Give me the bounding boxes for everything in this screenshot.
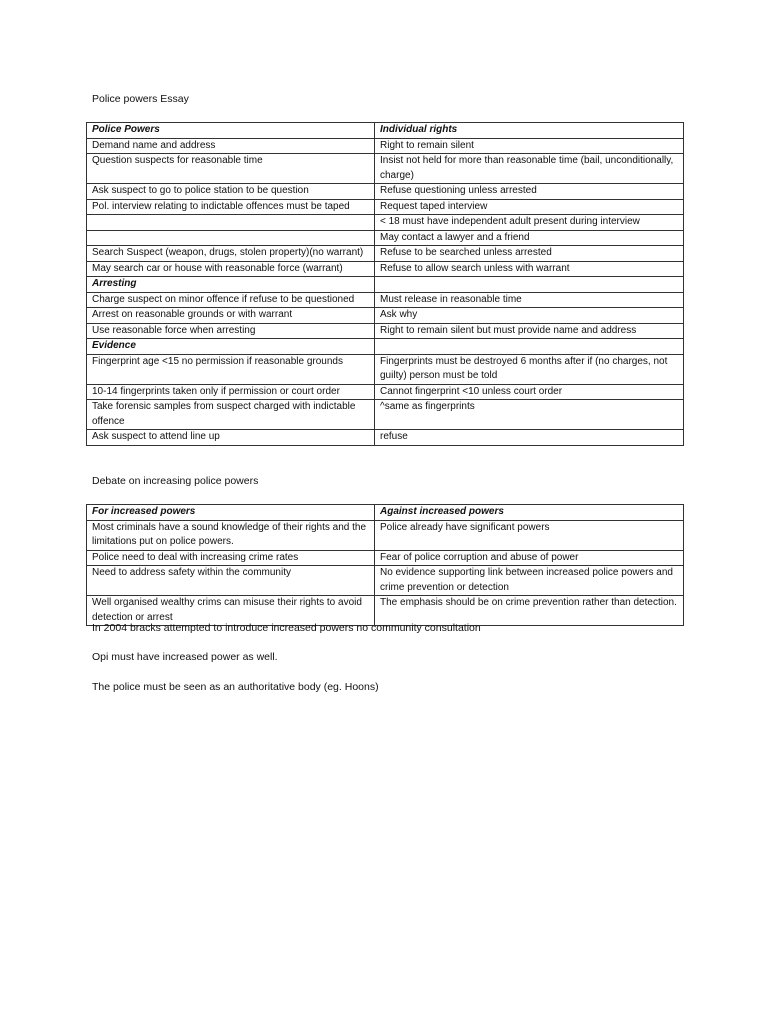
section-header-row: [87, 339, 684, 355]
section-header-row: [87, 277, 684, 293]
table-row: [87, 520, 684, 550]
table-row: [87, 566, 684, 596]
column-header: Individual rights: [375, 123, 684, 139]
table-cell: Request taped interview: [375, 199, 684, 215]
debate-heading: Debate on increasing police powers: [92, 475, 259, 487]
table-row: [87, 354, 684, 384]
note-text: The police must be seen as an authoritative body (eg. Hoons): [92, 681, 379, 693]
note-text: In 2004 bracks attempted to introduce increased powers no community consultation: [92, 622, 481, 634]
table-row: [87, 550, 684, 566]
table-cell: Search Suspect (weapon, drugs, stolen property)(no warrant): [87, 246, 375, 262]
table-cell: Right to remain silent but must provide name and address: [375, 323, 684, 339]
table-cell: [87, 230, 375, 246]
table-row: [87, 230, 684, 246]
table-row: [87, 308, 684, 324]
table-cell: ^same as fingerprints: [375, 400, 684, 430]
table-cell: Need to address safety within the community: [87, 566, 375, 596]
table-cell: [87, 215, 375, 231]
table-row: [87, 400, 684, 430]
table-cell: Insist not held for more than reasonable time (bail, unconditionally, charge): [375, 154, 684, 184]
table-header-row: [87, 123, 684, 139]
table-cell: Arrest on reasonable grounds or with warrant: [87, 308, 375, 324]
table-cell: Most criminals have a sound knowledge of their rights and the limitations put on police powers.: [87, 520, 375, 550]
table-cell: Refuse questioning unless arrested: [375, 184, 684, 200]
table-cell: 10-14 fingerprints taken only if permission or court order: [87, 384, 375, 400]
note-text: Opi must have increased power as well.: [92, 651, 278, 663]
table-row: [87, 215, 684, 231]
table-cell: Ask suspect to go to police station to be question: [87, 184, 375, 200]
column-header: Police Powers: [87, 123, 375, 139]
table-cell: [375, 277, 684, 293]
table-cell: Right to remain silent: [375, 138, 684, 154]
table-cell: May search car or house with reasonable force (warrant): [87, 261, 375, 277]
column-header: For increased powers: [87, 505, 375, 521]
column-header: Against increased powers: [375, 505, 684, 521]
table-cell: Question suspects for reasonable time: [87, 154, 375, 184]
table-cell: Fingerprints must be destroyed 6 months after if (no charges, not guilty) person must be told: [375, 354, 684, 384]
table-cell: Must release in reasonable time: [375, 292, 684, 308]
table-cell: < 18 must have independent adult present during interview: [375, 215, 684, 231]
document-title: Police powers Essay: [92, 93, 189, 105]
table-cell: Refuse to be searched unless arrested: [375, 246, 684, 262]
table-cell: Cannot fingerprint <10 unless court order: [375, 384, 684, 400]
police-powers-table: [86, 122, 684, 446]
table-cell: Fear of police corruption and abuse of power: [375, 550, 684, 566]
table-cell: Take forensic samples from suspect charged with indictable offence: [87, 400, 375, 430]
table-cell: Demand name and address: [87, 138, 375, 154]
table-cell: [375, 339, 684, 355]
debate-table: [86, 504, 684, 626]
table-cell: refuse: [375, 430, 684, 446]
table-row: [87, 199, 684, 215]
table-row: [87, 596, 684, 626]
table-cell: Arresting: [87, 277, 375, 293]
table-cell: Charge suspect on minor offence if refuse to be questioned: [87, 292, 375, 308]
table-cell: Fingerprint age <15 no permission if reasonable grounds: [87, 354, 375, 384]
table-cell: Ask why: [375, 308, 684, 324]
table-cell: Pol. interview relating to indictable offences must be taped: [87, 199, 375, 215]
table-cell: Evidence: [87, 339, 375, 355]
table-row: [87, 292, 684, 308]
table-cell: Police already have significant powers: [375, 520, 684, 550]
table-row: [87, 430, 684, 446]
table-row: [87, 184, 684, 200]
table-cell: Refuse to allow search unless with warrant: [375, 261, 684, 277]
table-row: [87, 154, 684, 184]
table-row: [87, 323, 684, 339]
table-cell: Well organised wealthy crims can misuse their rights to avoid detection or arrest: [87, 596, 375, 626]
table-cell: May contact a lawyer and a friend: [375, 230, 684, 246]
table-header-row: [87, 505, 684, 521]
table-row: [87, 384, 684, 400]
table-row: [87, 138, 684, 154]
table-cell: Police need to deal with increasing crime rates: [87, 550, 375, 566]
table-row: [87, 261, 684, 277]
table-cell: Ask suspect to attend line up: [87, 430, 375, 446]
table-cell: Use reasonable force when arresting: [87, 323, 375, 339]
table-row: [87, 246, 684, 262]
table-cell: No evidence supporting link between increased police powers and crime prevention or detection: [375, 566, 684, 596]
table-cell: The emphasis should be on crime prevention rather than detection.: [375, 596, 684, 626]
